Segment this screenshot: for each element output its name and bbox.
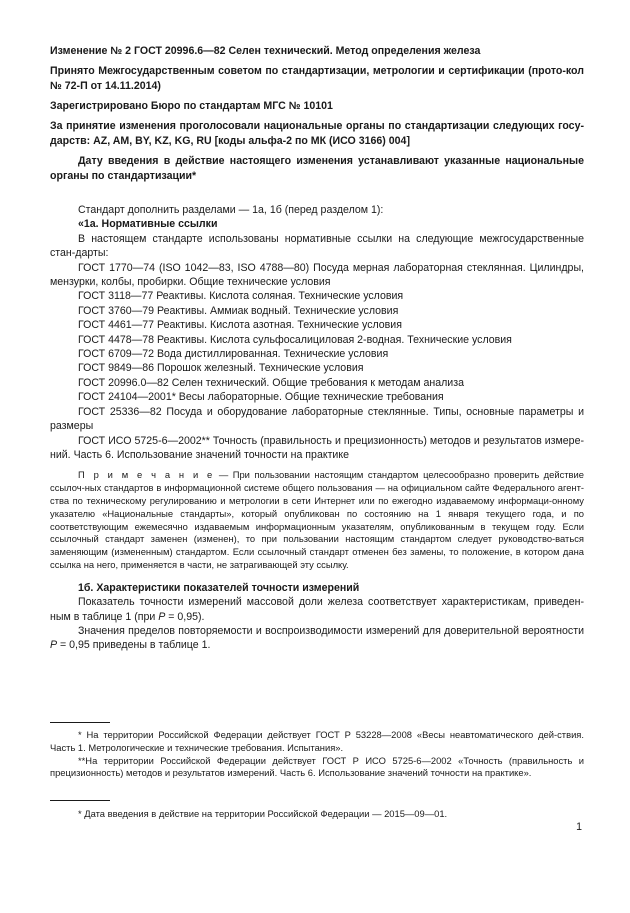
reference-item: ГОСТ 3760—79 Реактивы. Аммиак водный. Технические условия [78,304,399,317]
footnote-3: * Дата введения в действие на территории Российской Федерации — 2015—09—01. [78,808,448,819]
reference-item: ГОСТ ИСО 5725-6—2002** Точность (правильность и прецизионность) методов и результатов измере-ний. Часть 6. Использование значений точности на практике [50,434,584,461]
probability-variable: P [50,639,58,652]
footnote-2: **На территории Российской Федерации действует ГОСТ Р ИСО 5725-6—2002 «Точность (правильность и прецизионность) методов и результатов измерений. Часть 6. Использование значений точности на практике». [50,754,584,779]
registration-statement: Зарегистрировано Бюро по стандартам МГС № 10101 [50,100,333,112]
amendment-title: Изменение № 2 ГОСТ 20996.6—82 Селен технический. Метод определения железа [50,45,481,57]
section-1b-p1-tail: = 0,95). [165,610,205,623]
footnote-divider [50,722,110,723]
probability-variable: P [158,610,166,623]
reference-item: ГОСТ 9849—86 Порошок железный. Технические условия [78,362,364,375]
reference-item: ГОСТ 20996.0—82 Селен технический. Общие требования к методам анализа [78,376,464,389]
main-text [50,203,584,653]
page-number: 1 [576,821,582,833]
document-page [50,44,584,653]
section-1b-heading: 1б. Характеристики показателей точности измерений [78,581,360,594]
footnote-divider [50,800,110,801]
reference-item: ГОСТ 6709—72 Вода дистиллированная. Технические условия [78,348,389,361]
section-1b-paragraph-1 [50,595,584,624]
note-paragraph [50,469,584,571]
reference-item: ГОСТ 3118—77 Реактивы. Кислота соляная. Технические условия [78,290,404,303]
voting-statement: За принятие изменения проголосовали национальные органы по стандартизации следующих госу-дарств: AZ, AM, BY, KZ, KG, RU [коды альфа-2 по МК (ИСО 3166) 004] [50,120,584,147]
footnote-1: * На территории Российской Федерации действует ГОСТ Р 53228—2008 «Весы неавтоматического дей-ствия. Часть 1. Метрологические и технические требования. Испытания». [50,729,584,753]
reference-item: ГОСТ 1770—74 (ISO 1042—83, ISO 4788—80) Посуда мерная лабораторная стеклянная. Цилиндры, мензурки, колбы, пробирки. Общие технические условия [50,261,584,289]
section-1b-paragraph-2 [50,624,584,653]
section-1b-p2-tail: = 0,95 приведены в таблице 1. [57,639,211,652]
section-1a-heading: «1а. Нормативные ссылки [78,218,218,231]
footnotes-block-2 [50,808,584,821]
section-1a-text: В настоящем стандарте использованы нормативные ссылки на следующие межгосударственные стан-дарты: [50,232,584,260]
reference-item: ГОСТ 24104—2001* Весы лабораторные. Общие технические требования [78,391,444,404]
effective-date-statement: Дату введения в действие настоящего изменения устанавливают указанные национальные органы по стандартизации* [50,155,584,182]
intro-paragraph: Стандарт дополнить разделами — 1а, 1б (перед разделом 1): [78,204,384,216]
section-1b-p1-text: Показатель точности измерений массовой доли железа соответствует характеристикам, приведен-ным в таблице 1 (при [50,596,584,623]
adoption-statement: Принято Межгосударственным советом по стандартизации, метрологии и сертификации (прото-кол № 72-П от 14.11.2014) [50,65,584,92]
note-label: П р и м е ч а н и е [78,469,215,481]
section-1b-p2-text: Значения пределов повторяемости и воспроизводимости измерений для доверительной вероятности [78,624,584,637]
note-text: — При пользовании настоящим стандартом целесообразно проверить действие ссылоч-ных стандартов в информационной системе общего пользования — на официальном сайте Федерального агент-ства по техническому регулированию и метрологии в сети Интернет или по ежегодно издаваемому информаци-онному указателю «Национальные стандарты», который опубликован по состоянию на 1 января текущего года, и по соответствующим ежемесячно издаваемым информационным указателям, опубликованным в текущем году. Если ссылочный стандарт заменен (изменен), то при пользовании настоящим стандартом следует руководство-ваться заменяющим (измененным) стандартом. Если ссылочный стандарт отменен без замены, то положение, в котором дана ссылка на него, применяется в части, не затрагивающей эту ссылку. [50,469,584,570]
reference-item: ГОСТ 25336—82 Посуда и оборудование лабораторные стеклянные. Типы, основные параметры и размеры [50,405,584,433]
reference-item: ГОСТ 4461—77 Реактивы. Кислота азотная. Технические условия [78,319,402,332]
footnotes-block [50,729,584,780]
reference-item: ГОСТ 4478—78 Реактивы. Кислота сульфосалициловая 2-водная. Технические условия [78,333,512,346]
